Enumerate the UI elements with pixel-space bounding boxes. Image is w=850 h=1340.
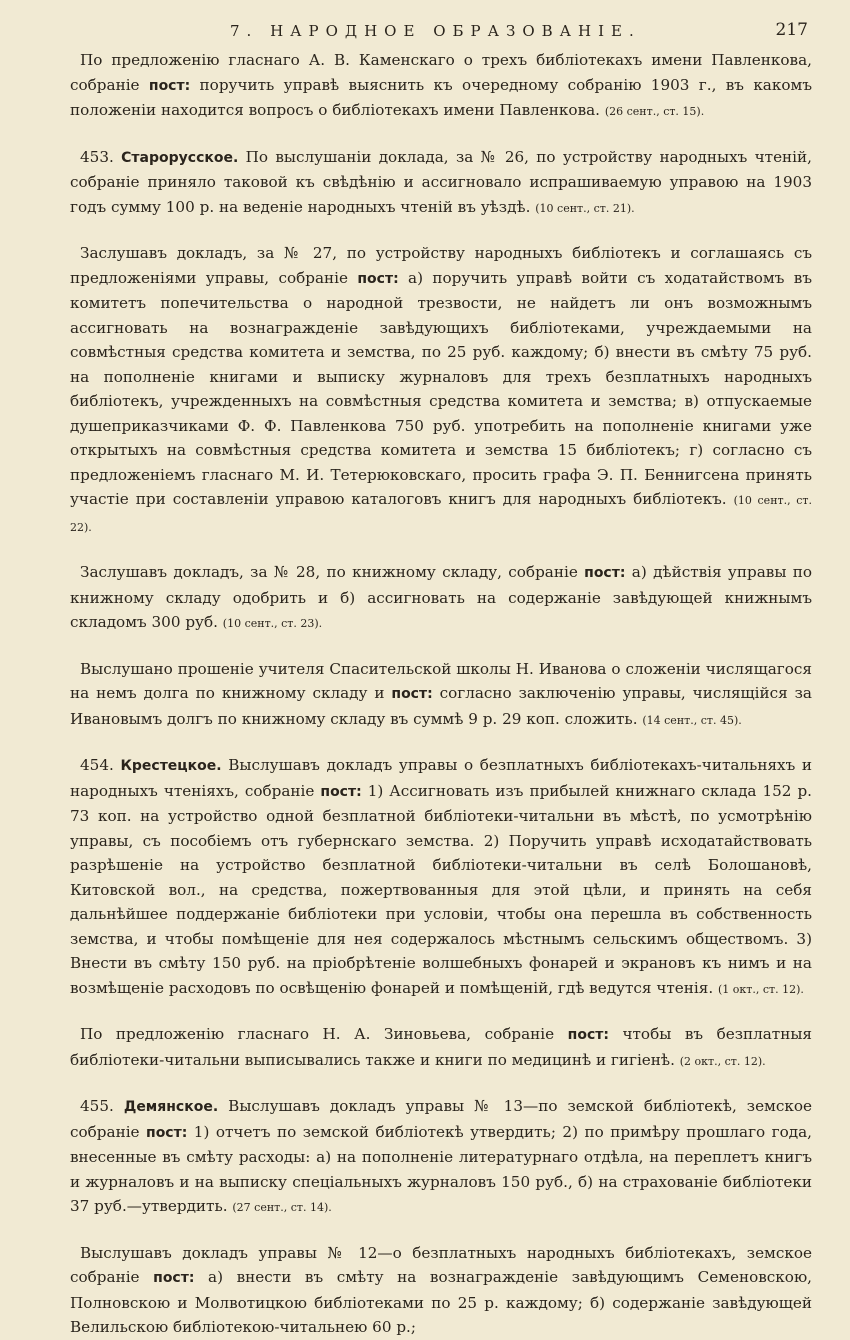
text-run: а) внести въ смѣту на вознагражденіе завѣдующимъ Семеновскою, Полновскою и Молвотицкою библіотеками по 25 р. каждому; б) содержаніе завѣдующей Велильскою библіотекою-читальнею 60 р.; (70, 1268, 812, 1336)
reference: (10 сент., ст. 22). (70, 494, 812, 534)
keyword: Крестецкое. (120, 758, 222, 774)
text-run: Выслушавъ докладъ управы № 12—о безплатныхъ народныхъ библіотекахъ, земское собраніе (70, 1243, 812, 1286)
text-run: 455. (80, 1097, 124, 1115)
keyword: пост: (148, 77, 191, 94)
keyword: Демянское. (123, 1099, 219, 1115)
text-run: 1) Ассигновать изъ прибылей книжнаго склада 152 р. 73 коп. на устройство одной безплатной библіотеки-читальни въ мѣстѣ, по усмотрѣнію управы, съ пособіемъ отъ губернскаго земства. 2) Поручить управѣ исходатайствовать разрѣшеніе на устройство безплатной библіотеки-читальни въ селѣ Болошановѣ, Китовской вол., на средства, пожертвованныя для этой цѣли, и принять на себя дальнѣйшее поддержаніе библіотеки при условіи, чтобы она перешла въ собственность земства, и чтобы помѣщеніе для нея содержалось мѣстнымъ сельскимъ обществомъ. 3) Внести въ смѣту 150 руб. на пріобрѣтеніе волшебныхъ фонарей и экрановъ къ нимъ и на возмѣщеніе расходовъ по освѣщенію фонарей и помѣщеній, гдѣ ведутся чтенія. (70, 781, 812, 997)
paragraph (70, 657, 812, 734)
keyword: пост: (320, 783, 362, 800)
paragraph (70, 560, 812, 637)
keyword: пост: (357, 270, 399, 287)
text-run: Заслушавъ докладъ, за № 28, по книжному складу, собраніе (80, 563, 585, 581)
keyword: пост: (146, 1124, 188, 1141)
paragraph (70, 241, 812, 540)
text-run: Выслушавъ докладъ управы № 13—по земской библіотекѣ, земское собраніе (70, 1097, 812, 1141)
text-run: а) дѣйствія управы по книжному складу одобрить и б) ассигновать на содержаніе завѣдующей книжнымъ складомъ 300 руб. (70, 563, 812, 631)
text-run: По выслушаніи доклада, за № 26, по устройству народныхъ чтеній, собраніе приняло таковой къ свѣдѣнію и ассигновало испрашиваемую управою на 1903 годъ сумму 100 р. на веденіе народныхъ чтеній въ уѣздѣ. (70, 147, 812, 216)
page-number: 217 (775, 20, 808, 40)
reference: (1 окт., ст. 12). (717, 982, 804, 996)
paragraph (70, 48, 812, 125)
keyword: пост: (153, 1270, 195, 1286)
paragraph (70, 1241, 812, 1340)
reference: (14 сент., ст. 45). (642, 713, 742, 727)
text-run: поручить управѣ выяснить къ очередному собранію 1903 г., въ какомъ положеніи находится вопросъ о библіотекахъ имени Павленкова. (70, 75, 812, 119)
reference: (26 сент., ст. 15). (604, 105, 705, 118)
text-run: Выслушано прошеніе учителя Спасительской школы Н. Иванова о сложеніи числящагося на немъ долга по книжному складу и (70, 659, 812, 702)
text-run: По предложенію гласнаго А. В. Каменскаго о трехъ библіотекахъ имени Павленкова, собраніе (70, 51, 812, 94)
paragraph (70, 145, 812, 222)
keyword: Старорусское. (121, 149, 239, 166)
keyword: пост: (584, 565, 626, 581)
text-run: Заслушавъ докладъ, за № 27, по устройству народныхъ библіотекъ и соглашаясь съ предложеніями управы, собраніе (70, 244, 812, 287)
paragraph (70, 753, 812, 1002)
text-run: 453. (80, 147, 122, 166)
text-run: чтобы въ безплатныя библіотеки-читальни выписывались также и книги по медицинѣ и гигіенѣ. (70, 1025, 812, 1069)
text-run: 454. (80, 756, 121, 774)
reference: (27 сент., ст. 14). (232, 1201, 332, 1214)
text-run: Выслушавъ докладъ управы о безплатныхъ библіотекахъ-читальняхъ и народныхъ чтеніяхъ, собраніе (70, 756, 812, 800)
paragraph (70, 1094, 812, 1221)
body-text (70, 48, 812, 1340)
text-run: По предложенію гласнаго Н. А. Зиновьева, собраніе (80, 1025, 568, 1043)
text-run: согласно заключенію управы, числящійся за Ивановымъ долгъ по книжному складу въ суммѣ 9 р. 29 коп. сложить. (70, 684, 812, 728)
running-title: 7. НАРОДНОЕ ОБРАЗОВАНІЕ. (230, 22, 641, 40)
text-run: а) поручить управѣ войти съ ходатайствомъ въ комитетъ попечительства о народной трезвости, не найдетъ ли онъ возможнымъ ассигновать на вознагражденіе завѣдующихъ библіотеками, учреждаемыми на совмѣстныя средства комитета и земства, по 25 руб. каждому; б) внести въ смѣту 75 руб. на пополненіе книгами и выписку журналовъ для трехъ безплатныхъ народныхъ библіотекъ, учрежденныхъ на совмѣстныя средства комитета и земства; в) отпускаемые душеприказчиками Ф. Ф. Павленкова 750 руб. употребить на пополненіе книгами уже открытыхъ на совмѣстныя средства комитета и земства 15 библіотекъ; г) согласно съ предложеніемъ гласнаго М. И. Тетерюковскаго, просить графа Э. П. Беннигсена принять участіе при составленіи управою каталоговъ книгъ для народныхъ библіотекъ. (70, 268, 812, 508)
reference: (2 окт., ст. 12). (679, 1054, 766, 1068)
reference: (10 сент., ст. 23). (222, 617, 323, 630)
text-run: 1) отчетъ по земской библіотекѣ утвердить; 2) по примѣру прошлаго года, внесенные въ смѣту расходы: а) на пополненіе литературнаго отдѣла, на переплетъ книгъ и журналовъ и на выписку спеціальныхъ журналовъ 150 руб., б) на страхованіе библіотеки 37 руб.—утвердить. (70, 1122, 812, 1215)
reference: (10 сент., ст. 21). (535, 201, 635, 215)
keyword: пост: (391, 686, 433, 702)
paragraph (70, 1022, 812, 1074)
page-header (70, 18, 812, 48)
keyword: пост: (567, 1027, 609, 1043)
